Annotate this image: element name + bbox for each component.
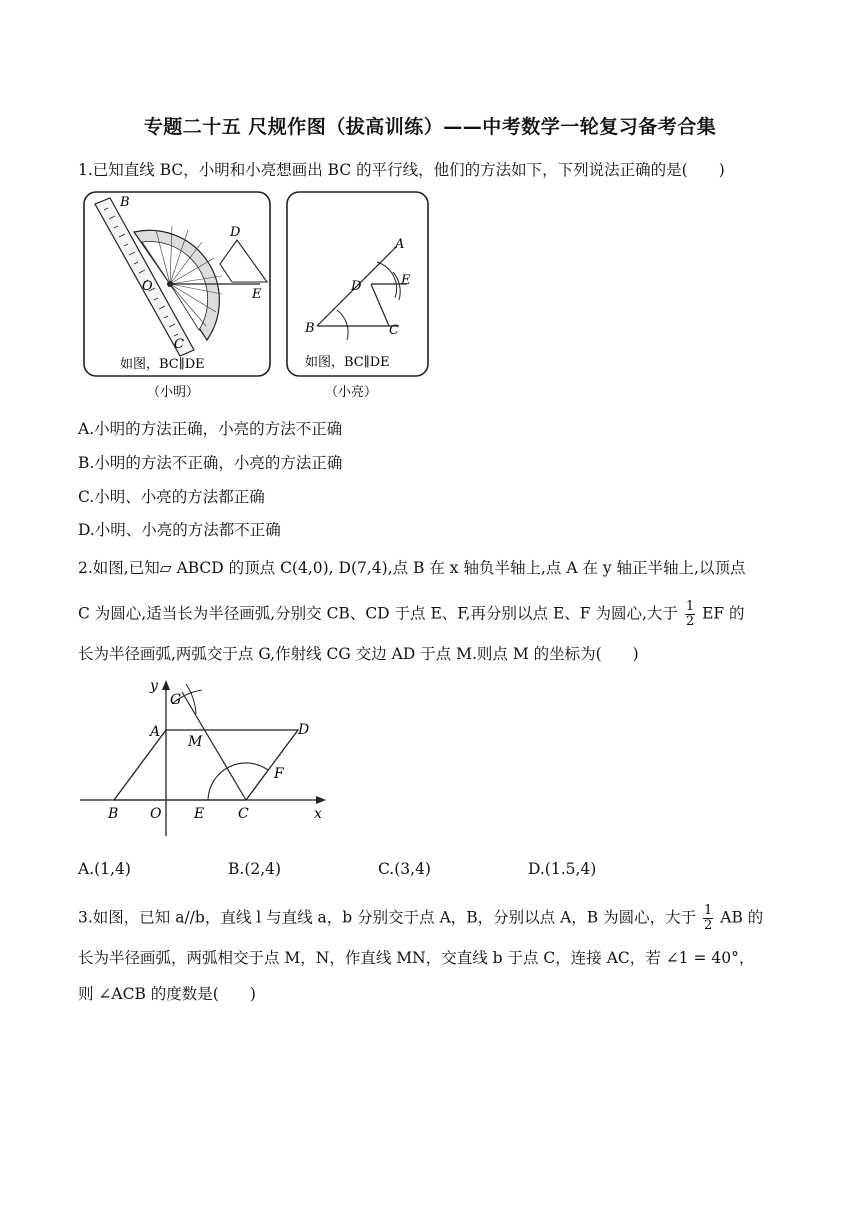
fig2-label-b: B — [305, 321, 315, 336]
q2-option-a: A.(1,4) — [78, 860, 131, 878]
q3-frac-den: 2 — [704, 918, 713, 933]
q2-frac-num: 1 — [685, 599, 695, 614]
q2-fraction — [685, 600, 695, 629]
q2-frac-den: 2 — [685, 614, 695, 629]
q3-line1-text: 3.如图，已知 a//b，直线 l 与直线 a，b 分别交于点 A，B，分别以点 A，B 为圆心，大于 — [78, 908, 697, 927]
q2-option-c: C.(3,4) — [378, 860, 431, 878]
q2-line2 — [78, 600, 745, 629]
q2-line1: 2.如图,已知▱ ABCD 的顶点 C(4,0), D(7,4),点 B 在 x 轴负半轴上,点 A 在 y 轴正半轴上,以顶点 — [78, 559, 746, 577]
fig1-label-d: D — [230, 225, 241, 240]
q1-option-d: D.小明、小亮的方法都不正确 — [78, 521, 281, 539]
fig2-caption: 如图，BC∥DE — [305, 355, 390, 370]
fig1-label-e: E — [252, 287, 262, 302]
q2-line2-text: C 为圆心,适当长为半径画弧,分别交 CB、CD 于点 E、F,再分别以点 E、F 为圆心,大于 — [78, 604, 678, 623]
q3-frac-num: 1 — [704, 903, 713, 918]
fig3-label-f: F — [274, 766, 284, 782]
q3-line2: 长为半径画弧，两弧相交于点 M，N，作直线 MN，交直线 b 于点 C，连接 AC，若 ∠1 = 40°， — [78, 949, 755, 967]
fig3-label-y: y — [150, 678, 158, 694]
q3-line1 — [78, 904, 763, 933]
fig3-label-o: O — [150, 806, 162, 822]
page-title: 专题二十五 尺规作图（拔高训练）——中考数学一轮复习备考合集 — [143, 116, 717, 138]
q1-figure-xiaoliang — [285, 190, 430, 402]
fig3-label-g: G — [170, 692, 182, 708]
fig3-label-b: B — [108, 806, 119, 822]
q1-option-c: C.小明、小亮的方法都正确 — [78, 488, 265, 506]
q2-option-d: D.(1.5,4) — [528, 860, 597, 878]
fig2-label-d: D — [351, 279, 362, 294]
fig1-label-b: B — [120, 195, 130, 210]
fig3-label-d: D — [298, 722, 310, 738]
fig3-label-c: C — [238, 806, 249, 822]
q1-stem: 1.已知直线 BC，小明和小亮想画出 BC 的平行线，他们的方法如下，下列说法正确的是( ) — [78, 161, 725, 179]
q2-option-b: B.(2,4) — [228, 860, 282, 878]
fig2-label-e: E — [401, 273, 411, 288]
q2-line3: 长为半径画弧,两弧交于点 G,作射线 CG 交边 AD 于点 M.则点 M 的坐标为( ) — [78, 645, 639, 663]
fig1-label-c: C — [174, 337, 184, 352]
fig2-label-c: C — [389, 323, 399, 338]
fig1-label-o: O — [142, 279, 153, 294]
q3-fraction — [703, 904, 713, 933]
q1-figure-xiaoming — [82, 190, 272, 402]
fig3-label-m: M — [188, 734, 203, 750]
fig2-name: （小亮） — [325, 385, 378, 400]
q2-figure — [74, 674, 334, 840]
q1-option-a: A.小明的方法正确，小亮的方法不正确 — [78, 420, 343, 438]
fig3-label-x: x — [314, 806, 322, 822]
fig2-label-a: A — [395, 237, 405, 252]
q3-line3: 则 ∠ACB 的度数是( ) — [78, 985, 256, 1003]
q2-line2-tail: EF 的 — [702, 604, 745, 623]
fig3-label-e: E — [194, 806, 205, 822]
q3-line1-tail: AB 的 — [720, 908, 764, 927]
q1-option-b: B.小明的方法不正确，小亮的方法正确 — [78, 454, 343, 472]
fig3-label-a: A — [150, 724, 161, 740]
fig1-name: （小明） — [147, 385, 200, 400]
fig1-caption: 如图，BC∥DE — [120, 357, 205, 372]
